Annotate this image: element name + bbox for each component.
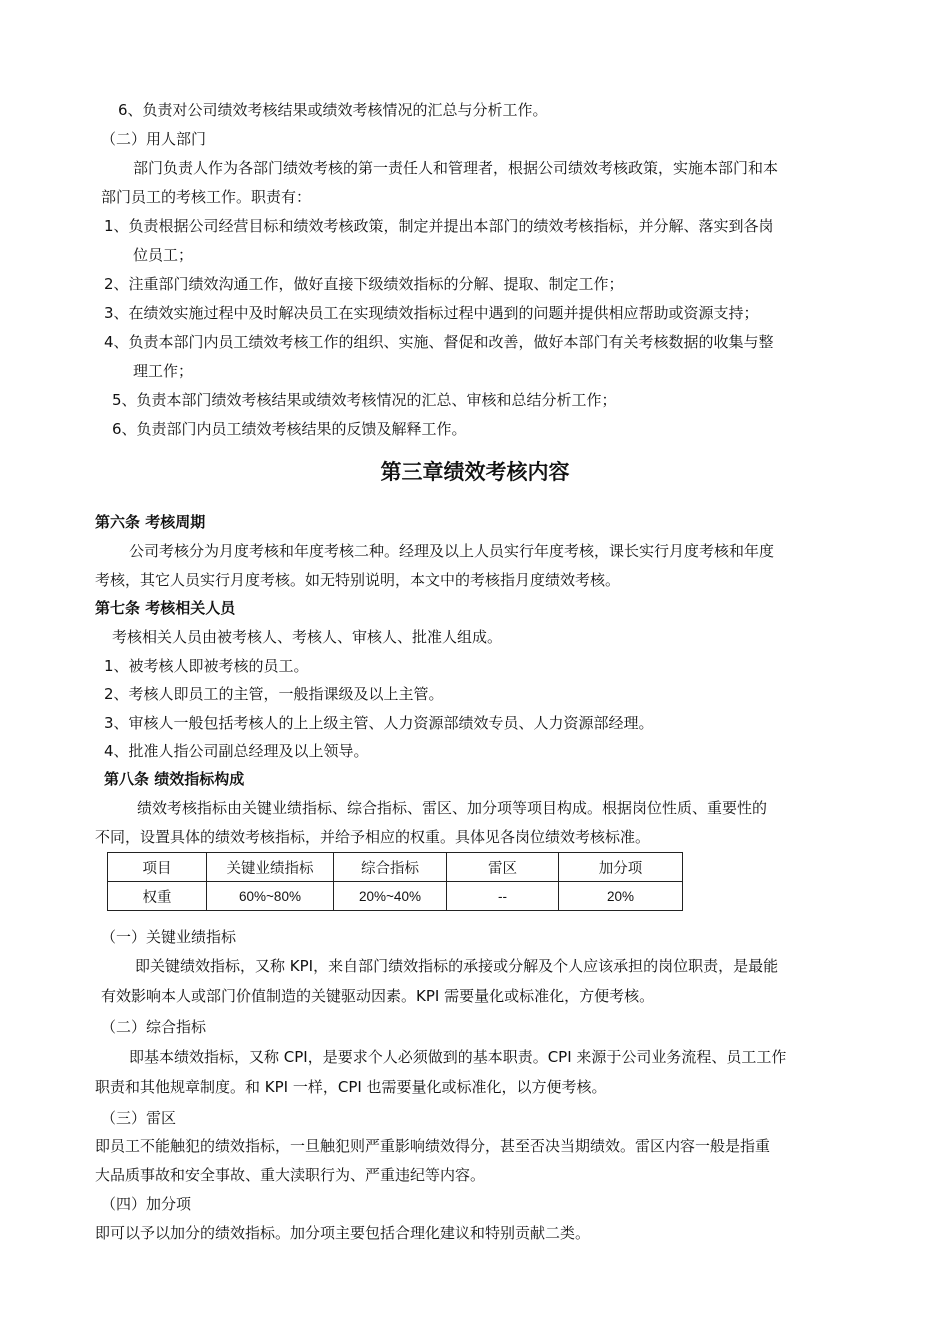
cpi-heading: （二）综合指标 [101,1018,207,1036]
article-7-item-1: 1、被考核人即被考核的员工。 [104,657,309,675]
cpi-line-1: 即基本绩效指标，又称 CPI，是要求个人必须做到的基本职责。CPI 来源于公司业务流程、员工工作 [129,1048,787,1066]
dept-duty-item-3: 3、在绩效实施过程中及时解决员工在实现绩效指标过程中遇到的问题并提供相应帮助或资源支持； [104,304,759,322]
bonus-line-1: 即可以予以加分的绩效指标。加分项主要包括合理化建议和特别贡献二类。 [95,1224,591,1242]
weight-table [107,852,683,911]
article-8-line-1: 绩效考核指标由关键业绩指标、综合指标、雷区、加分项等项目构成。根据岗位性质、重要性的 [137,799,768,817]
table-header-cell: 关键业绩指标 [207,853,334,882]
hr-duty-item-6: 6、负责对公司绩效考核结果或绩效考核情况的汇总与分析工作。 [118,101,548,119]
table-header-row [108,853,683,882]
dept-duty-item-1-line-2: 位员工； [133,246,194,264]
article-7-item-4: 4、批准人指公司副总经理及以上领导。 [104,742,369,760]
redzone-line-2: 大品质事故和安全事故、重大渎职行为、严重违纪等内容。 [95,1166,486,1184]
cpi-line-2: 职责和其他规章制度。和 KPI 一样，CPI 也需要量化或标准化，以方便考核。 [95,1078,607,1096]
section-heading-user-dept: （二）用人部门 [101,130,207,148]
table-header-cell: 综合指标 [334,853,447,882]
dept-duty-item-1-line-1: 1、负责根据公司经营目标和绩效考核政策，制定并提出本部门的绩效考核指标，并分解、落实到各岗 [104,217,774,235]
article-7-item-2: 2、考核人即员工的主管，一般指课级及以上主管。 [104,685,444,703]
chapter-title: 第三章绩效考核内容 [380,460,570,484]
dept-intro-line-2: 部门员工的考核工作。职责有： [101,188,312,206]
table-row [108,882,683,911]
article-7-heading: 第七条 考核相关人员 [95,599,236,617]
dept-duty-item-5: 5、负责本部门绩效考核结果或绩效考核情况的汇总、审核和总结分析工作； [112,391,617,409]
redzone-heading: （三）雷区 [101,1109,177,1127]
kpi-line-1: 即关键绩效指标，又称 KPI，来自部门绩效指标的承接或分解及个人应该承担的岗位职责，是最能 [135,957,779,975]
bonus-heading: （四）加分项 [101,1195,192,1213]
dept-duty-item-4-line-2: 理工作； [133,362,194,380]
table-header-cell: 项目 [108,853,207,882]
dept-duty-item-4-line-1: 4、负责本部门内员工绩效考核工作的组织、实施、督促和改善，做好本部门有关考核数据的收集与整 [104,333,774,351]
dept-duty-item-2: 2、注重部门绩效沟通工作，做好直接下级绩效指标的分解、提取、制定工作； [104,275,624,293]
kpi-heading: （一）关键业绩指标 [101,928,237,946]
table-header-cell: 雷区 [447,853,559,882]
article-6-line-1: 公司考核分为月度考核和年度考核二种。经理及以上人员实行年度考核，课长实行月度考核和年度 [129,542,775,560]
redzone-line-1: 即员工不能触犯的绩效指标，一旦触犯则严重影响绩效得分，甚至否决当期绩效。雷区内容一般是指重 [95,1137,771,1155]
article-8-heading: 第八条 绩效指标构成 [104,770,245,788]
article-7-item-3: 3、审核人一般包括考核人的上上级主管、人力资源部绩效专员、人力资源部经理。 [104,714,654,732]
table-cell: -- [447,882,559,911]
article-6-heading: 第六条 考核周期 [95,513,206,531]
table-cell: 20%~40% [334,882,447,911]
table-cell: 60%~80% [207,882,334,911]
table-header-cell: 加分项 [559,853,683,882]
article-7-intro: 考核相关人员由被考核人、考核人、审核人、批准人组成。 [112,628,503,646]
table-cell: 权重 [108,882,207,911]
article-6-line-2: 考核，其它人员实行月度考核。如无特别说明，本文中的考核指月度绩效考核。 [95,571,621,589]
kpi-line-2: 有效影响本人或部门价值制造的关键驱动因素。KPI 需要量化或标准化，方便考核。 [101,987,655,1005]
dept-duty-item-6: 6、负责部门内员工绩效考核结果的反馈及解释工作。 [112,420,467,438]
dept-intro-line-1: 部门负责人作为各部门绩效考核的第一责任人和管理者，根据公司绩效考核政策，实施本部门和本 [133,159,779,177]
article-8-line-2: 不同，设置具体的绩效考核指标，并给予相应的权重。具体见各岗位绩效考核标准。 [95,828,651,846]
table-cell: 20% [559,882,683,911]
